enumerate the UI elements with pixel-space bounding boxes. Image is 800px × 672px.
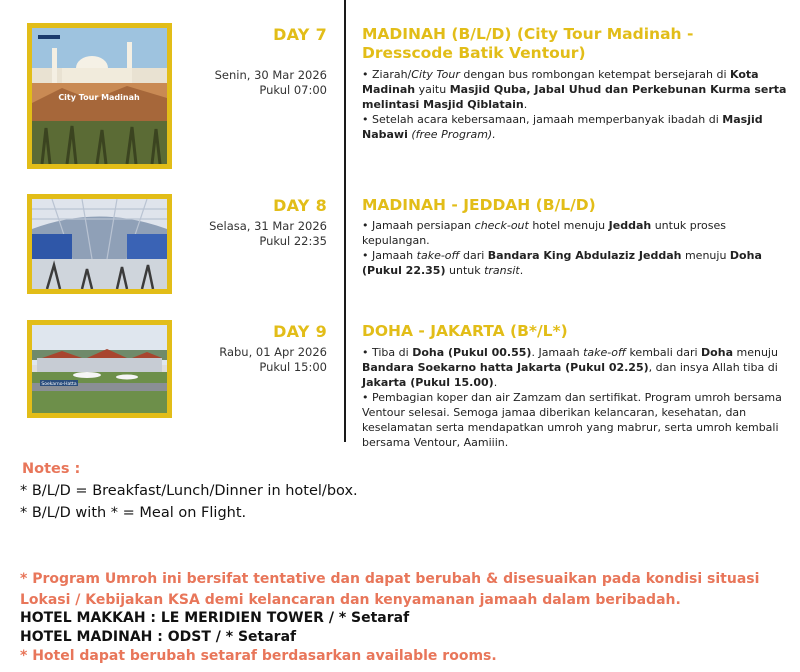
notes-title: Notes :	[22, 461, 81, 477]
description-bullet	[362, 345, 787, 390]
description-text-run: untuk	[445, 264, 485, 277]
hotel-footnote: * Hotel dapat berubah setaraf berdasarkan available rooms.	[20, 648, 497, 664]
description-text-run: Doha (Pukul 22.35)	[362, 249, 762, 277]
description-text-run: Masjid Quba, Jabal Uhud dan Perkebunan Kurma serta melintasi Masjid Qiblatain	[362, 83, 787, 111]
description-text-run: transit	[484, 264, 520, 277]
description-bullet	[362, 67, 787, 112]
description-bullet	[362, 390, 787, 450]
day-9-image	[27, 320, 172, 418]
description-text-run: Kota Madinah	[362, 68, 759, 96]
description-text-run: . Jamaah	[531, 346, 584, 359]
description-text-run: , dan insya Allah tiba di	[648, 361, 778, 374]
day-7-title: MADINAH (B/L/D) (City Tour Madinah - Dresscode Batik Ventour)	[362, 25, 694, 62]
description-text-run: check-out	[474, 219, 529, 232]
description-text-run: take-off	[416, 249, 460, 262]
description-text-run: yaitu	[415, 83, 450, 96]
description-text-run: • Ziarah/	[362, 68, 412, 81]
description-text-run: Jeddah	[608, 219, 652, 232]
description-text-run: Bandara King Abdulaziz Jeddah	[487, 249, 682, 262]
day-9-title: DOHA - JAKARTA (B*/L*)	[362, 322, 568, 340]
day-7-label: DAY 7	[273, 25, 327, 44]
timeline-divider	[344, 0, 346, 442]
hotel-makkah: HOTEL MAKKAH : LE MERIDIEN TOWER / * Setaraf	[20, 610, 410, 626]
description-text-run: Jakarta (Pukul 15.00)	[362, 376, 494, 389]
description-text-run: take-off	[583, 346, 626, 359]
day-8-image	[27, 194, 172, 294]
description-text-run: menuju	[681, 249, 730, 262]
description-text-run: kembali dari	[625, 346, 702, 359]
description-text-run: • Pembagian koper dan air Zamzam dan sertifikat. Program umroh bersama Ventour selesai. Semoga jamaa diberikan kelancaran, kesehatan, dan keselamatan serta mendapatkan umroh yang mabrur, serta umroh kembali bersama Ventour, Aamiiin.	[362, 391, 782, 449]
description-text-run: • Jamaah persiapan	[362, 219, 475, 232]
description-text-run: Masjid Nabawi	[362, 113, 763, 141]
day-7-description	[362, 67, 787, 142]
description-text-run: Doha (Pukul 00.55)	[412, 346, 532, 359]
description-text-run: Doha	[701, 346, 733, 359]
description-text-run: dengan bus rombongan ketempat bersejarah di	[459, 68, 731, 81]
description-text-run: .	[519, 264, 524, 277]
day-9-label: DAY 9	[273, 322, 327, 341]
day-7-time: Pukul 07:00	[259, 83, 327, 97]
day-8-title: MADINAH - JEDDAH (B/L/D)	[362, 196, 596, 214]
day-8-description	[362, 218, 787, 278]
description-text-run: .	[493, 376, 498, 389]
day-8-label: DAY 8	[273, 196, 327, 215]
description-text-run: menuju	[733, 346, 778, 359]
description-text-run: Bandara Soekarno hatta Jakarta (Pukul 02.25)	[362, 361, 649, 374]
description-bullet	[362, 218, 787, 248]
disclaimer-text: * Program Umroh ini bersifat tentative dan dapat berubah & disesuaikan pada kondisi situasi Lokasi / Kebijakan KSA demi kelancaran dan kenyamanan jamaah dalam beribadah.	[20, 571, 760, 608]
day-9-image-caption: Soekarno-Hatta	[41, 382, 77, 387]
day-7-image	[27, 23, 172, 169]
description-text-run: • Tiba di	[362, 346, 413, 359]
day-7-date: Senin, 30 Mar 2026	[214, 68, 327, 82]
day-8-date: Selasa, 31 Mar 2026	[209, 219, 327, 233]
note-line-1: * B/L/D = Breakfast/Lunch/Dinner in hotel/box.	[20, 483, 358, 499]
note-line-2: * B/L/D with * = Meal on Flight.	[20, 505, 247, 521]
description-text-run: .	[523, 98, 528, 111]
description-text-run: City Tour	[411, 68, 460, 81]
description-bullet	[362, 248, 787, 278]
description-text-run: • Setelah acara kebersamaan, jamaah memperbanyak ibadah di	[362, 113, 723, 126]
hotel-madinah: HOTEL MADINAH : ODST / * Setaraf	[20, 629, 297, 645]
description-text-run: (free Program).	[407, 128, 496, 141]
description-text-run: dari	[459, 249, 488, 262]
day-7-image-caption: City Tour Madinah	[58, 93, 140, 102]
day-9-date: Rabu, 01 Apr 2026	[219, 345, 327, 359]
description-bullet	[362, 112, 787, 142]
description-text-run: hotel menuju	[528, 219, 609, 232]
day-9-time: Pukul 15:00	[259, 360, 327, 374]
day-8-time: Pukul 22:35	[259, 234, 327, 248]
day-9-description	[362, 345, 787, 450]
description-text-run: untuk proses kepulangan.	[362, 219, 727, 247]
description-text-run: • Jamaah	[362, 249, 417, 262]
